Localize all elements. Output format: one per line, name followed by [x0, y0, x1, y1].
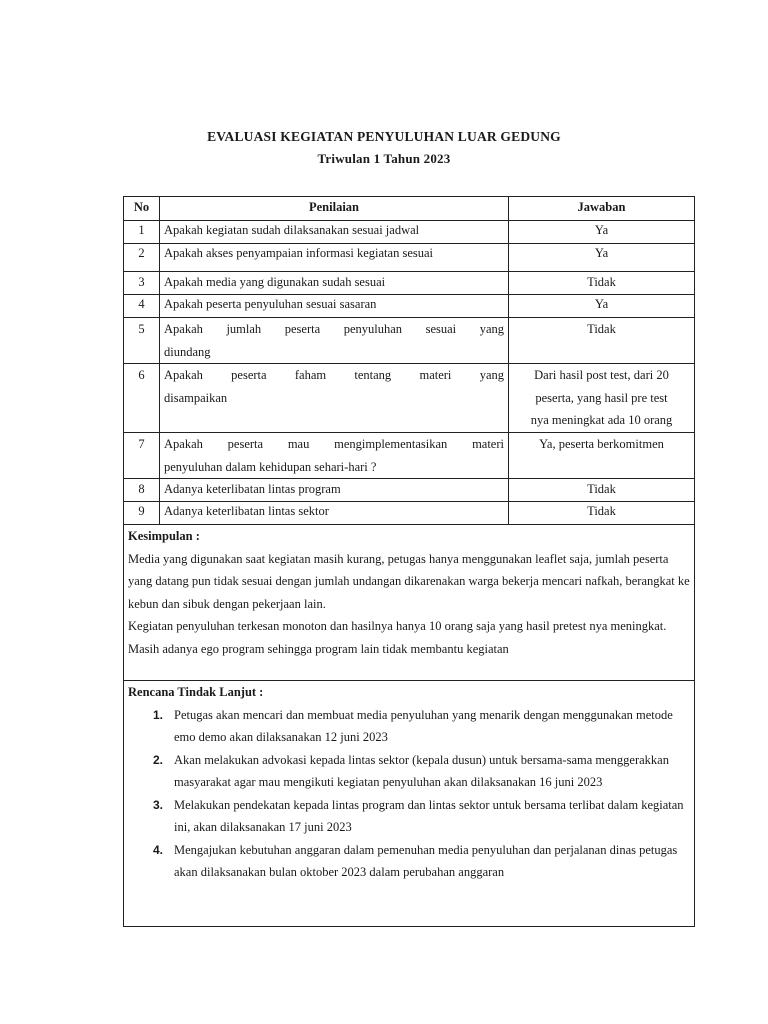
row-answer: [509, 244, 695, 272]
question-line: Apakah peserta mau mengimplementasikan materi: [164, 437, 504, 451]
answer-line: Ya: [594, 223, 609, 237]
row-question: [160, 433, 509, 479]
table-row: [124, 244, 695, 272]
row-answer: [509, 221, 695, 244]
row-answer: [509, 318, 695, 364]
conclusion-paragraph: Media yang digunakan saat kegiatan masih kurang, petugas hanya menggunakan leaflet saja, jumlah peserta yang datang pun tidak sesuai dengan jumlah undangan dikarenakan warga bekerja mencari nafkah, berangkat ke kebun dan sibuk dengan pekerjaan lain.: [128, 551, 690, 611]
row-question: [160, 502, 509, 525]
table-row: [124, 479, 695, 502]
column-header-no: No: [124, 197, 160, 221]
row-answer: [509, 272, 695, 295]
row-answer: [509, 364, 695, 433]
row-answer: [509, 295, 695, 318]
answer-line: Dari hasil post test, dari 20: [534, 368, 669, 382]
question-line: Apakah media yang digunakan sudah sesuai: [164, 275, 386, 289]
follow-up-section: [124, 681, 695, 927]
answer-line: Tidak: [587, 504, 616, 518]
follow-up-list: [128, 704, 690, 884]
row-number: 6: [124, 364, 160, 433]
document-subtitle: Triwulan 1 Tahun 2023: [317, 151, 451, 166]
question-line: Adanya keterlibatan lintas sektor: [164, 504, 329, 518]
question-line: penyuluhan dalam kehidupan sehari-hari ?: [164, 459, 377, 474]
row-number: 7: [124, 433, 160, 479]
list-item: [153, 839, 690, 884]
row-question: [160, 364, 509, 433]
document-title: EVALUASI KEGIATAN PENYULUHAN LUAR GEDUNG: [207, 129, 561, 144]
table-row: [124, 272, 695, 295]
question-line: Apakah peserta penyuluhan sesuai sasaran: [164, 297, 377, 311]
row-number: 8: [124, 479, 160, 502]
row-question: [160, 221, 509, 244]
table-row: [124, 433, 695, 479]
row-number: 5: [124, 318, 160, 364]
question-line: diundang: [164, 344, 211, 359]
column-header-penilaian: Penilaian: [160, 197, 509, 221]
table-row: [124, 318, 695, 364]
row-number: 3: [124, 272, 160, 295]
question-line: Apakah akses penyampaian informasi kegiatan sesuai: [164, 246, 434, 260]
row-question: [160, 479, 509, 502]
row-answer: [509, 502, 695, 525]
row-question: [160, 244, 509, 272]
row-answer: [509, 433, 695, 479]
conclusion-row: [124, 525, 695, 681]
list-item: [153, 749, 690, 794]
row-number: 4: [124, 295, 160, 318]
list-item: [153, 704, 690, 749]
answer-line: peserta, yang hasil pre test: [535, 390, 668, 405]
list-item-text: Akan melakukan advokasi kepada lintas sektor (kepala dusun) untuk bersama-sama menggerakkan masyarakat agar mau mengikuti kegiatan penyuluhan akan dilaksanakan 16 juni 2023: [174, 752, 669, 789]
question-line: Adanya keterlibatan lintas program: [164, 482, 341, 496]
column-header-jawaban: Jawaban: [509, 197, 695, 221]
list-item-text: Petugas akan mencari dan membuat media penyuluhan yang menarik dengan menggunakan metode emo demo akan dilaksanakan 12 juni 2023: [174, 707, 673, 744]
question-line: disampaikan: [164, 390, 228, 405]
evaluation-table: [123, 196, 695, 927]
answer-line: Ya: [594, 246, 609, 260]
list-item-text: Melakukan pendekatan kepada lintas program dan lintas sektor untuk bersama terlibat dalam kegiatan ini, akan dilaksanakan 17 juni 2023: [174, 797, 684, 834]
answer-line: nya meningkat ada 10 orang: [530, 413, 673, 427]
list-item: [153, 794, 690, 839]
question-line: Apakah kegiatan sudah dilaksanakan sesuai jadwal: [164, 223, 420, 237]
answer-line: Ya: [594, 297, 609, 311]
row-number: 1: [124, 221, 160, 244]
follow-up-row: [124, 681, 695, 927]
list-item-number: 1.: [153, 707, 164, 722]
follow-up-heading: Rencana Tindak Lanjut :: [128, 685, 264, 699]
conclusion-paragraph: Kegiatan penyuluhan terkesan monoton dan hasilnya hanya 10 orang saja yang hasil pretest nya meningkat.: [128, 619, 667, 633]
question-line: Apakah jumlah peserta penyuluhan sesuai yang: [164, 322, 504, 336]
table-row: [124, 364, 695, 433]
list-item-text: Mengajukan kebutuhan anggaran dalam pemenuhan media penyuluhan dan perjalanan dinas petugas akan dilaksanakan bulan oktober 2023 dalam perubahan anggaran: [174, 842, 678, 879]
row-question: [160, 295, 509, 318]
table-row: [124, 221, 695, 244]
list-item-number: 3.: [153, 797, 164, 812]
answer-line: Tidak: [587, 275, 616, 289]
table-row: [124, 295, 695, 318]
answer-line: Tidak: [587, 322, 616, 336]
conclusion-heading: Kesimpulan :: [128, 529, 200, 543]
question-line: Apakah peserta faham tentang materi yang: [164, 368, 504, 382]
row-question: [160, 272, 509, 295]
answer-line: Ya, peserta berkomitmen: [539, 437, 664, 451]
row-question: [160, 318, 509, 364]
conclusion-paragraph: Masih adanya ego program sehingga program lain tidak membantu kegiatan: [128, 641, 509, 656]
list-item-number: 4.: [153, 842, 164, 857]
table-row: [124, 502, 695, 525]
conclusion-section: [124, 525, 695, 681]
row-answer: [509, 479, 695, 502]
table-header-row: [124, 197, 695, 221]
row-number: 9: [124, 502, 160, 525]
answer-line: Tidak: [587, 482, 616, 496]
list-item-number: 2.: [153, 752, 164, 767]
row-number: 2: [124, 244, 160, 272]
